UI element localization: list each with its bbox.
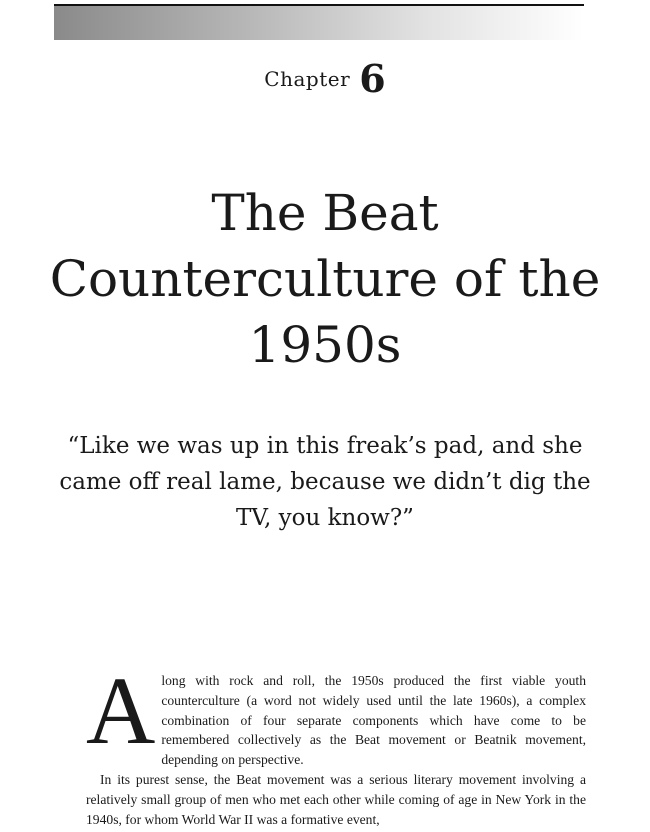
chapter-label: Chapter [264,67,351,91]
body-text [86,657,586,829]
chapter-number: 6 [359,56,386,101]
paragraph-1 [86,657,586,770]
paragraph-2: In its purest sense, the Beat movement was a serious literary movement involving a relatively small group of men who met each other while coming of age in New York in the 1940s, for whom World War II was a formative event, [86,771,586,827]
drop-cap: A [86,657,156,764]
epigraph-quote: “Like we was up in this freak’s pad, and she came off real lame, because we didn’t dig the TV, you know?” [59,433,591,531]
paragraph-1-text: long with rock and roll, the 1950s produced the first viable youth counterculture (a word not widely used until the late 1960s), a complex combination of four separate components which have come to be remembered collectively as the Beat movement or Beatnik movement, depending on perspective. [161,673,586,768]
chapter-heading [0,56,650,101]
chapter-title: The Beat Counterculture of the 1950s [49,184,601,374]
header-gradient-bar [54,4,584,40]
